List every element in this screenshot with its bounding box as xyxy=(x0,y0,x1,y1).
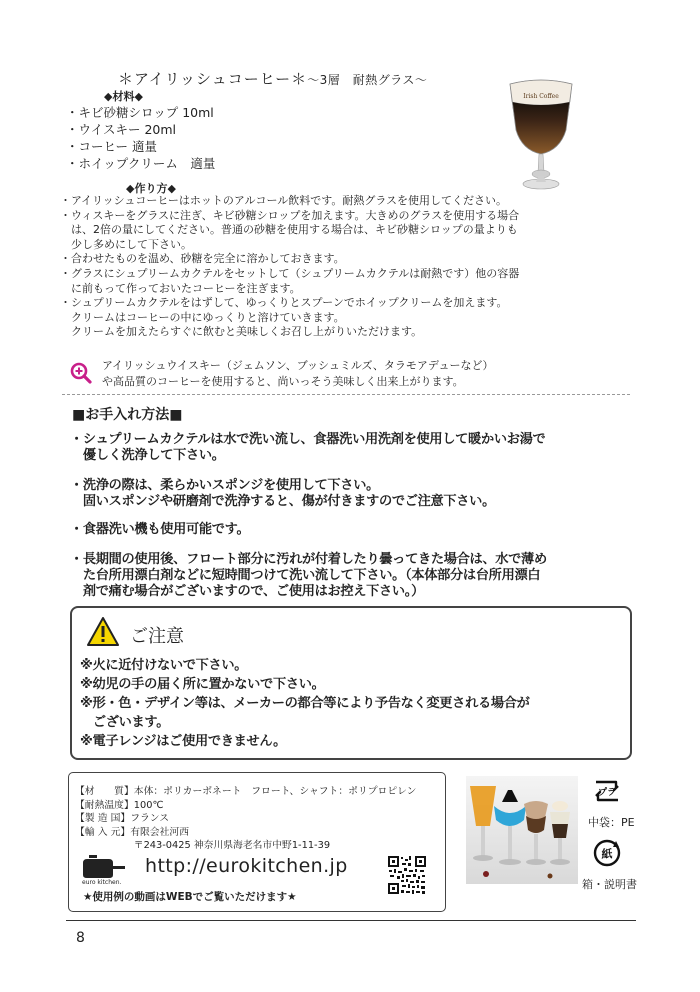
care-paragraph xyxy=(70,432,640,464)
care-line: ・シュプリームカクテルは水で洗い流し、食器洗い用洗剤を使用して暖かいお湯で xyxy=(70,432,546,447)
care-paragraph xyxy=(70,522,640,538)
paper-recycle-icon xyxy=(592,838,622,868)
caution-list xyxy=(80,656,530,751)
list-item: ※形・色・デザイン等は、メーカーの都合等により予告なく変更される場合が xyxy=(80,696,530,711)
list-item: ・キビ砂糖シロップ 10ml xyxy=(66,105,214,120)
pla-mark-text: プラ xyxy=(597,788,617,798)
tip-line: や高品質のコーヒーを使用すると、尚いっそう美味しく出来上がります。 xyxy=(102,375,464,388)
step-line: ・合わせたものを温め、砂糖を完全に溶かしておきます。 xyxy=(60,252,345,266)
care-line: ・長期間の使用後、フロート部分に汚れが付着したり曇ってきた場合は、水で薄め xyxy=(70,552,547,567)
paper-mark-text: 紙 xyxy=(601,847,613,861)
irish-coffee-glass-image xyxy=(504,74,578,192)
spec-row: 【耐熱温度】100℃ xyxy=(75,799,164,811)
qr-code-icon[interactable] xyxy=(387,855,427,895)
spec-row: 【製 造 国】フランス xyxy=(75,813,170,825)
tip-line: アイリッシュウイスキー（ジェムソン、ブッシュミルズ、タラモアデューなど） xyxy=(102,359,494,372)
website-link[interactable]: http://eurokitchen.jp xyxy=(145,855,348,877)
list-item: ※火に近付けないで下さい。 xyxy=(80,658,248,673)
list-item: ございます。 xyxy=(80,715,170,730)
care-line: 優しく洗浄して下さい。 xyxy=(70,448,225,463)
warning-icon xyxy=(86,616,120,648)
care-line: 固いスポンジや研磨剤で洗浄すると、傷が付きますのでご注意下さい。 xyxy=(70,494,495,509)
care-line: 剤で痛む場合がございますので、ご使用はお控え下さい。） xyxy=(70,584,424,599)
list-item: ・コーヒー 適量 xyxy=(66,139,157,154)
tip-text xyxy=(102,358,494,390)
spec-rows xyxy=(75,785,416,853)
recipe-title-text: ＊アイリッシュコーヒー＊ xyxy=(118,70,308,88)
care-title: ■お手入れ方法■ xyxy=(72,407,183,423)
bottom-divider xyxy=(66,920,636,921)
list-item: ・ウイスキー 20ml xyxy=(66,122,177,137)
magnifier-plus-icon xyxy=(70,362,92,384)
care-line: た台所用漂白剤などに短時間つけて洗い流して下さい。（本体部分は台所用漂白 xyxy=(70,568,541,583)
list-item: ※幼児の手の届く所に置かないで下さい。 xyxy=(80,677,325,692)
care-paragraph xyxy=(70,478,640,510)
video-note: ★使用例の動画はWEBでご覧いただけます★ xyxy=(83,891,297,903)
steps-label: ◆作り方◆ xyxy=(126,182,176,195)
step-line: に前もって作っておいたコーヒーを注ぎます。 xyxy=(60,281,301,295)
dashed-divider xyxy=(62,394,630,395)
glass-label: Irish Coffee xyxy=(523,93,559,100)
paper-label: 箱・説明書 xyxy=(582,878,637,891)
step-line: ・アイリッシュコーヒーはホットのアルコール飲料です。耐熱グラスを使用してください。 xyxy=(60,194,508,207)
recipe-title xyxy=(118,68,427,89)
list-item: ※電子レンジはご使用できません。 xyxy=(80,734,286,749)
list-item: ・ホイップクリーム 適量 xyxy=(66,156,216,171)
steps-list xyxy=(60,194,640,340)
caution-box xyxy=(70,606,632,760)
logo-text: euro kitchen. xyxy=(82,879,122,886)
step-line: ・ウィスキーをグラスに注ぎ、キビ砂糖シロップを加えます。大きめのグラスを使用する場合 xyxy=(60,208,520,222)
materials-label: ◆材料◆ xyxy=(104,90,143,103)
materials-list xyxy=(66,104,215,172)
spec-row: 【輸 入 元】有限会社河西 xyxy=(75,826,189,838)
recipe-subtitle: ～3層 耐熱グラス～ xyxy=(307,73,428,87)
pla-label: 中袋：PE xyxy=(588,816,635,829)
care-line: ・洗浄の際は、柔らかいスポンジを使用して下さい。 xyxy=(70,478,379,493)
step-line: は、2倍の量にしてください。普通の砂糖を使用する場合は、キビ砂糖シロップの量よりも xyxy=(60,223,518,237)
page-number: 8 xyxy=(76,930,85,946)
step-line: ・シュプリームカクテルをはずして、ゆっくりとスプーンでホイップクリームを加えます。 xyxy=(60,296,508,310)
care-paragraph xyxy=(70,552,640,600)
care-line: ・食器洗い機も使用可能です。 xyxy=(70,522,250,537)
spec-row: 【材 質】本体：ポリカーボネート フロート、シャフト：ポリプロピレン xyxy=(75,786,417,797)
spec-row: 〒243-0425 神奈川県海老名市中野1-11-39 xyxy=(75,840,331,852)
plastic-recycle-icon xyxy=(592,776,622,806)
step-line: 少し多めにして下さい。 xyxy=(60,237,192,251)
step-line: クリームを加えたらすぐに飲むと美味しくお召し上がりいただけます。 xyxy=(60,325,423,339)
caution-title: ご注意 xyxy=(130,626,184,647)
step-line: クリームはコーヒーの中にゆっくりと溶けていきます。 xyxy=(60,310,345,324)
spec-box xyxy=(68,772,446,912)
cocktails-photo xyxy=(466,776,578,884)
step-line: ・グラスにシュプリームカクテルをセットして（シュプリームカクテルは耐熱です）他の容器 xyxy=(60,266,520,280)
